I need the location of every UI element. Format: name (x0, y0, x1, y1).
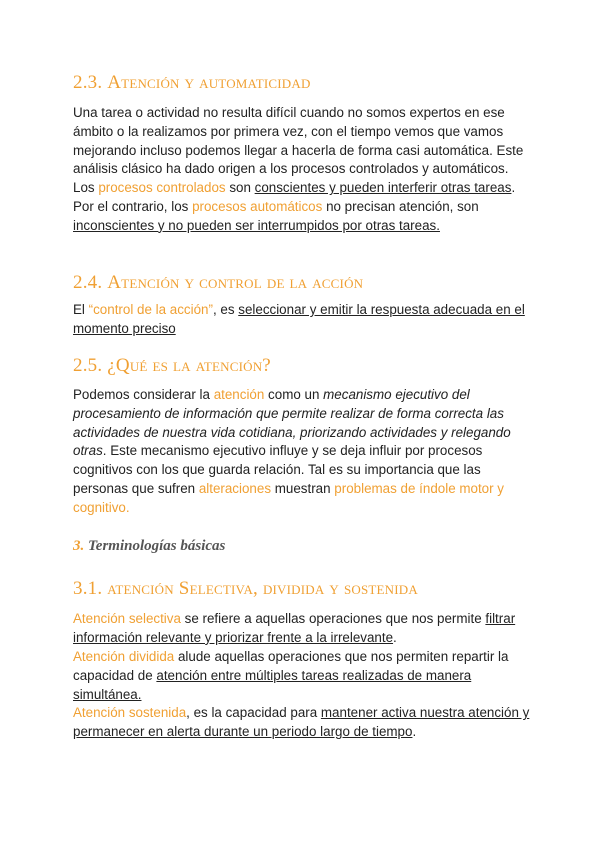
text: El (73, 302, 89, 317)
text: , es (212, 302, 239, 317)
section-title: Atención y control de la acción (107, 272, 364, 293)
definition-divided (73, 648, 531, 704)
text: , es la capacidad para (186, 705, 321, 720)
text: . Por el contrario, los (73, 180, 516, 214)
definition-sustained (73, 704, 531, 742)
section-title: Terminologías básicas (88, 538, 226, 554)
underlined-text: inconscientes y no pueden ser interrumpidos por otras tareas. (73, 217, 440, 233)
text: alude aquellas operaciones que nos permiten repartir la capacidad de (73, 649, 509, 683)
underlined-text: mantener activa nuestra atención y permanecer en alerta durante un periodo largo de tiempo (73, 705, 530, 739)
highlight-term: Atención selectiva (73, 611, 181, 626)
section-number: 3.1. (73, 578, 103, 599)
underlined-text: conscientes y pueden interferir otras tareas (254, 180, 512, 196)
highlight-term: procesos automáticos (192, 198, 323, 214)
text: se refiere a aquellas operaciones que nos permite (180, 611, 486, 626)
section-number: 3. (73, 538, 85, 554)
section-number: 2.4. (73, 272, 103, 293)
section-title: atención Selectiva, dividida y sostenida (107, 578, 418, 599)
text: no precisan atención, son (322, 198, 479, 214)
text: . (412, 723, 417, 739)
highlight-term: “control de la acción” (88, 302, 213, 317)
text: . (393, 629, 397, 645)
section-title: ¿Qué es la atención? (107, 355, 271, 376)
highlight-term: atención (213, 387, 265, 402)
text: . Este mecanismo ejecutivo influye y se deja influir por procesos cognitivos con los que guarda relación. Tal es su importancia que las personas que sufren (73, 443, 483, 496)
section-2-3-paragraph (73, 104, 531, 236)
section-2-4-paragraph (73, 301, 531, 339)
definition-selective (73, 610, 531, 648)
section-2-3-heading (73, 72, 311, 94)
text: Una tarea o actividad no resulta difícil cuando no somos expertos en ese ámbito o la realizamos por primera vez, con el tiempo vemos que vamos mejorando incluso podemos llegar a hacerla de forma casi automática. Este análisis clásico ha dado origen a los procesos controlados y automáticos. Los (73, 105, 524, 196)
underlined-text: filtrar información relevante y priorizar frente a la irrelevante (73, 611, 516, 645)
section-3-heading (73, 538, 225, 555)
section-number: 2.5. (73, 355, 103, 376)
highlight-term: problemas de índole motor y cognitivo. (73, 480, 505, 515)
highlight-term: procesos controlados (98, 180, 226, 196)
section-title: Atención y automaticidad (107, 72, 311, 93)
underlined-text: seleccionar y emitir la respuesta adecuada en el momento preciso (73, 302, 525, 336)
text: son (225, 180, 255, 196)
section-2-4-heading (73, 272, 363, 294)
section-2-5-paragraph (73, 386, 531, 518)
text: Podemos considerar la (73, 387, 214, 402)
text: muestran (271, 480, 335, 496)
section-3-1-heading (73, 578, 418, 600)
highlight-term: Atención dividida (73, 649, 175, 664)
highlight-term: alteraciones (198, 480, 272, 496)
underlined-text: atención entre múltiples tareas realizadas de manera simultánea. (73, 667, 472, 702)
section-number: 2.3. (73, 72, 103, 93)
section-2-5-heading (73, 355, 271, 377)
highlight-term: Atención sostenida (73, 705, 187, 720)
italic-definition: mecanismo ejecutivo del procesamiento de información que permite realizar de forma correcta las actividades de nuestra vida cotidiana, priorizando actividades y relegando otras (73, 387, 511, 459)
text: como un (264, 387, 324, 402)
